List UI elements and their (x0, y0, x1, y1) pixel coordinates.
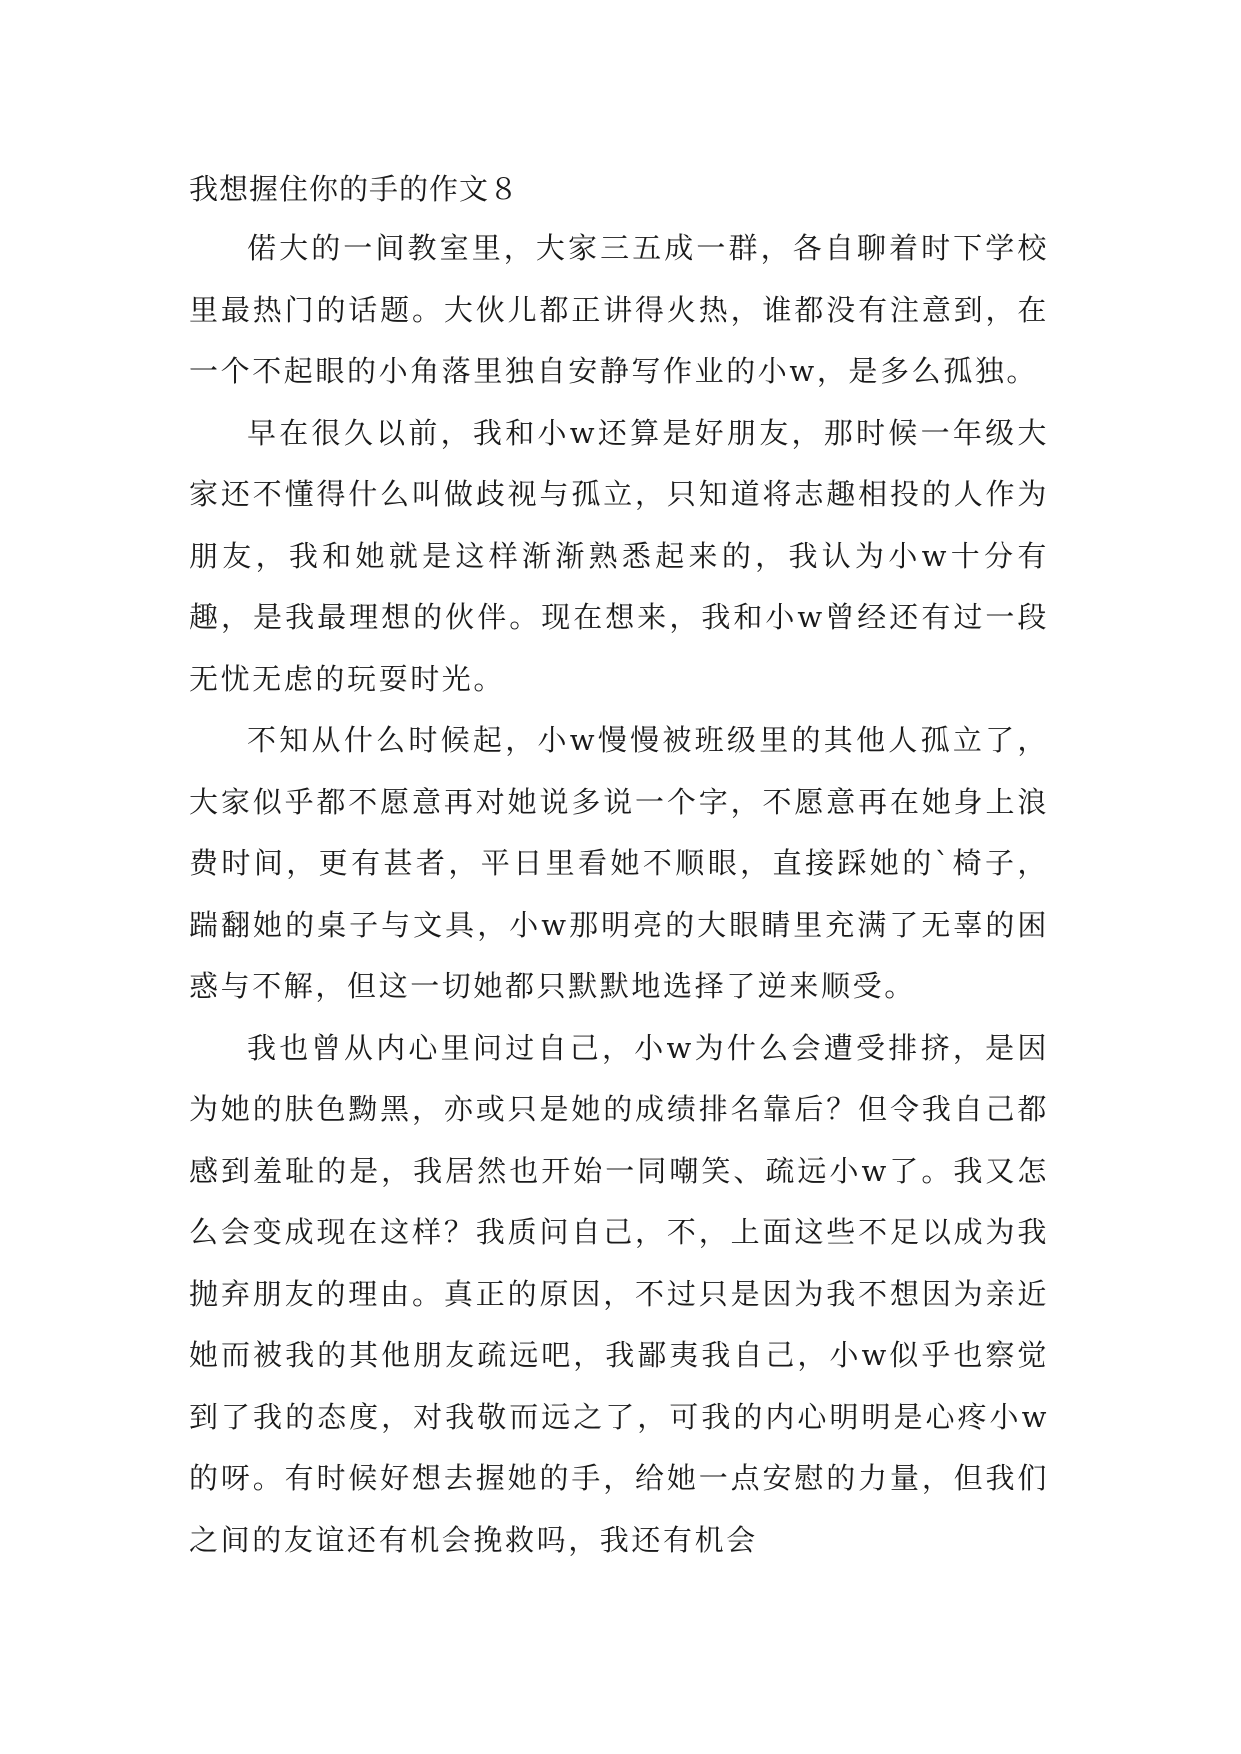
paragraph: 偌大的一间教室里，大家三五成一群，各自聊着时下学校里最热门的话题。大伙儿都正讲得火热，谁都没有注意到，在一个不起眼的小角落里独自安静写作业的小w，是多么孤独。 (189, 231, 1049, 388)
paragraph: 我也曾从内心里问过自己，小w为什么会遭受排挤，是因为她的肤色黝黑，亦或只是她的成绩排名靠后？但令我自己都感到羞耻的是，我居然也开始一同嘲笑、疏远小w了。我又怎么会变成现在这样？我质问自己，不，上面这些不足以成为我抛弃朋友的理由。真正的原因，不过只是因为我不想因为亲近她而被我的其他朋友疏远吧，我鄙夷我自己，小w似乎也察觉到了我的态度，对我敬而远之了，可我的内心明明是心疼小w的呀。有时候好想去握她的手，给她一点安慰的力量，但我们之间的友谊还有机会挽救吗，我还有机会 (189, 1030, 1049, 1557)
paragraph: 不知从什么时候起，小w慢慢被班级里的其他人孤立了，大家似乎都不愿意再对她说多说一个字，不愿意再在她身上浪费时间，更有甚者，平日里看她不顺眼，直接踩她的`椅子，踹翻她的桌子与文具，小w那明亮的大眼睛里充满了无辜的困惑与不解，但这一切她都只默默地选择了逆来顺受。 (189, 723, 1049, 1003)
document-page (189, 160, 1049, 1571)
paragraph: 早在很久以前，我和小w还算是好朋友，那时候一年级大家还不懂得什么叫做歧视与孤立，只知道将志趣相投的人作为朋友，我和她就是这样渐渐熟悉起来的，我认为小w十分有趣，是我最理想的伙伴。现在想来，我和小w曾经还有过一段无忧无虑的玩耍时光。 (189, 415, 1049, 696)
document-title: 我想握住你的手的作文８ (189, 172, 520, 206)
